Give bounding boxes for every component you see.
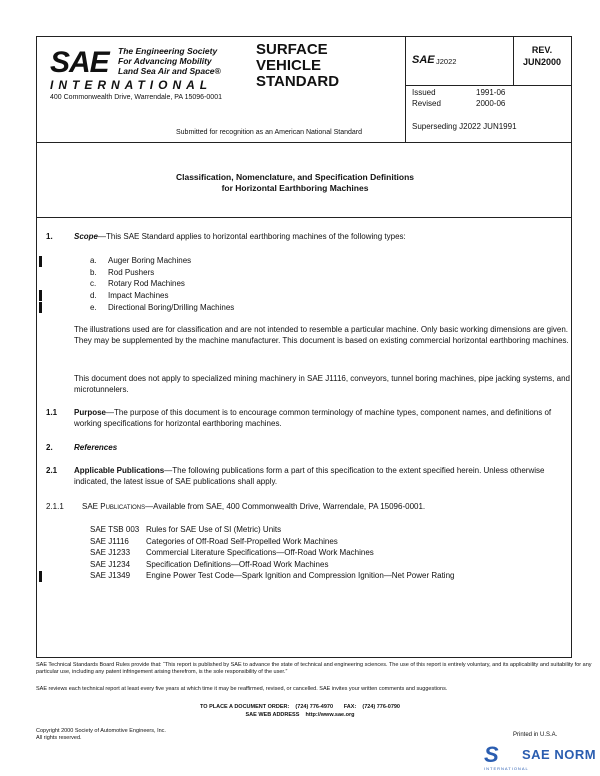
section-1-1-number: 1.1 <box>46 408 58 417</box>
document-title: Classification, Nomenclature, and Specification Definitions for Horizontal Earthboring Machines <box>175 172 415 193</box>
list-item: e. Directional Boring/Drilling Machines <box>90 303 235 312</box>
section-2-1-publications: Applicable Publications—The following publications form a part of this specification to the extent specified herein. Unless otherwise indicated, the latest issue of SAE publications shall apply. <box>74 466 545 486</box>
sae-tagline: The Engineering Society For Advancing Mobility Land Sea Air and Space® <box>118 46 221 76</box>
section-2-number: 2. <box>46 443 53 452</box>
copyright: Copyright 2000 Society of Automotive Engineers, Inc. All rights reserved. <box>36 728 166 741</box>
doc-number-divider <box>405 37 406 142</box>
policy-statement-1: SAE Technical Standards Board Rules provide that: “This report is published by SAE to advance the state of technical and engineering sciences. The use of this report is entirely voluntary, and its applicability and suitability for any particular use, including any patent infringement arising therefrom, is the sole responsibility of the user.” <box>36 662 592 675</box>
sae-logo: SAE <box>50 46 109 79</box>
section-2-1-1-number: 2.1.1 <box>46 502 64 511</box>
sae-international: INTERNATIONAL <box>50 78 213 92</box>
reference-item: SAE J1349 Engine Power Test Code—Spark Ignition and Compression Ignition—Net Power Rating <box>90 571 455 580</box>
issued-date: 1991-06 <box>476 88 506 97</box>
revised-label: Revised <box>412 99 441 108</box>
section-2-1-number: 2.1 <box>46 466 58 475</box>
section-1-number: 1. <box>46 232 53 241</box>
document-type: SURFACE VEHICLE STANDARD <box>256 41 340 90</box>
superseding-note: Superseding J2022 JUN1991 <box>412 122 517 131</box>
sae-norm-subtitle: INTERNATIONAL <box>484 766 529 771</box>
submitted-note: Submitted for recognition as an American National Standard <box>176 129 362 136</box>
sae-small-logo: SAE <box>412 54 435 66</box>
reference-item: SAE TSB 003 Rules for SAE Use of SI (Metric) Units <box>90 525 282 534</box>
list-item: c. Rotary Rod Machines <box>90 279 185 288</box>
list-item: b. Rod Pushers <box>90 268 155 277</box>
document-number: J2022 <box>436 57 457 66</box>
printed-in: Printed in U.S.A. <box>513 732 558 738</box>
reference-item: SAE J1233 Commercial Literature Specifications—Off-Road Work Machines <box>90 548 374 557</box>
revision-block: REV. JUN2000 <box>522 45 562 67</box>
web-address: SAE WEB ADDRESS http://www.sae.org <box>245 712 355 718</box>
change-bar <box>39 571 42 582</box>
title-divider <box>37 217 571 218</box>
sae-address: 400 Commonwealth Drive, Warrendale, PA 15096-0001 <box>50 94 222 101</box>
change-bar <box>39 256 42 267</box>
policy-statement-2: SAE reviews each technical report at least every five years at which time it may be reaffirmed, revised, or cancelled. SAE invites your written comments and suggestions. <box>36 686 448 692</box>
scope-paragraph-2: This document does not apply to specialized mining machinery in SAE J1116, conveyors, tunnel boring machines, pipe jacking systems, and microtunnelers. <box>74 374 570 394</box>
header-divider <box>37 142 571 143</box>
section-2-heading: References <box>74 443 118 452</box>
order-info: TO PLACE A DOCUMENT ORDER: (724) 776-4970 FAX: (724) 776-0790 <box>200 704 400 710</box>
rev-hdivider <box>405 85 571 86</box>
list-item: d. Impact Machines <box>90 291 169 300</box>
revised-date: 2000-06 <box>476 99 506 108</box>
change-bar <box>39 290 42 301</box>
reference-item: SAE J1116 Categories of Off-Road Self-Propelled Work Machines <box>90 537 338 546</box>
scope-paragraph-1: The illustrations used are for classification and are not intended to resemble a particular machine. Only basic working dimensions are given. They may be supplemented by the machine manufacturer. This document is based on existing commercial horizontal earthboring machines. <box>74 325 569 345</box>
issued-label: Issued <box>412 88 436 97</box>
list-item: a. Auger Boring Machines <box>90 256 192 265</box>
sae-norm-watermark: SAE NORM <box>522 747 597 762</box>
sae-norm-logo-icon: S <box>484 742 499 767</box>
reference-item: SAE J1234 Specification Definitions—Off-Road Work Machines <box>90 560 329 569</box>
section-1-scope: Scope—This SAE Standard applies to horizontal earthboring machines of the following types: <box>74 232 406 241</box>
change-bar <box>39 302 42 313</box>
section-2-1-1-sae-publications: SAE Publications—Available from SAE, 400 Commonwealth Drive, Warrendale, PA 15096-0001. <box>82 502 426 511</box>
section-1-1-purpose: Purpose—The purpose of this document is to encourage common terminology of machine types, component names, and definitions of working specifications for horizontal earthboring machines. <box>74 408 552 428</box>
